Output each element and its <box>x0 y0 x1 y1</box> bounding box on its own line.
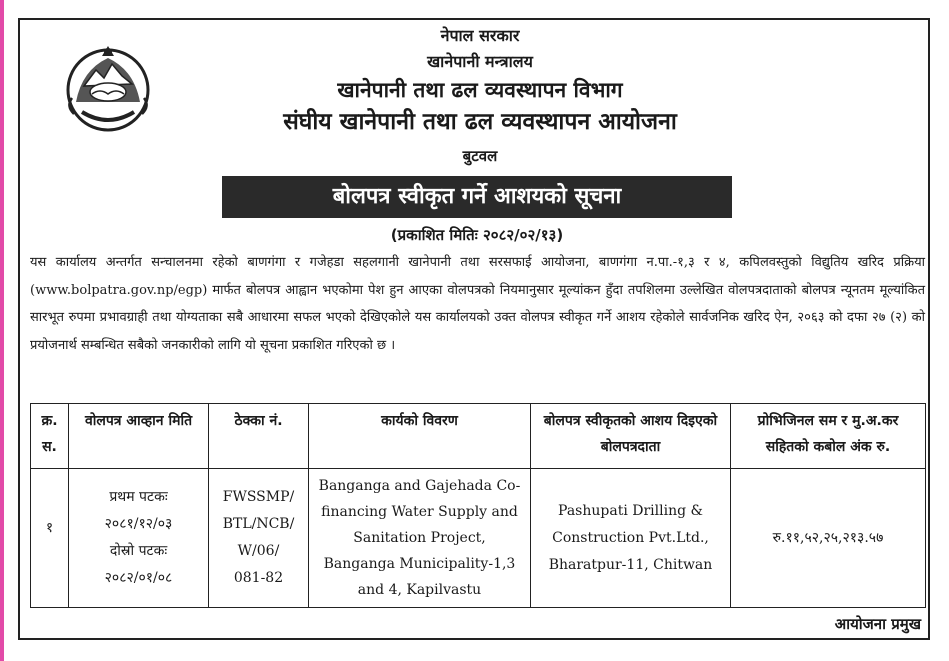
header-line-ministry: खानेपानी मन्त्रालय <box>427 52 533 71</box>
cell-contract-line: FWSSMP/ <box>222 489 295 505</box>
cell-contract-no <box>209 469 309 608</box>
award-table <box>30 403 926 608</box>
cell-date-line-second-label: दोस्रो पटकः <box>109 543 168 559</box>
cell-bidder <box>531 469 731 608</box>
cell-bidder-line: Construction Pvt.Ltd., <box>552 529 709 546</box>
table-row <box>31 469 926 608</box>
header-invite-date: वोलपत्र आव्हान मिति <box>69 404 209 469</box>
cell-bid-amount: रु.११,५२,२५,२१३.५७ <box>731 469 926 608</box>
cell-invite-date <box>69 469 209 608</box>
cell-bidder-line: Bharatpur-11, Chitwan <box>548 556 713 573</box>
notice-body: यस कार्यालय अन्तर्गत सन्चालनमा रहेको बाणगंगा र गजेहडा सहलगानी खानेपानी तथा सरसफाई आयोजना, बाणगंगा न.पा.-१,३ र ४, कपिलवस्तुको विद्युतिय खरिद प्रक्रिया (www.bolpatra.gov.np/egp) मार्फत बोलपत्र आह्वान भएकोमा पेश हुन आएका वोलपत्रको नियमानुसार मूल्यांकन हुँदा तपशिलमा उल्लेखित वोलपत्रदाताको बोलपत्र न्यूनतम मूल्यांकित सारभूत रुपमा प्रभावग्राही तथा योग्यताका सबै आधारमा सफल भएको देखिएकोले यस कार्यालयको उक्त वोलपत्र स्वीकृत गर्ने आशय रहेकोले सार्वजनिक खरिद ऐन, २०६३ को दफा २७ (२) को प्रयोजनार्थ सम्बन्धित सबैको जनकारीको लागि यो सूचना प्रकाशित गरिएको छ । <box>30 255 925 353</box>
header-bidder: बोलपत्र स्वीकृतको आशय दिइएको बोलपत्रदाता <box>531 404 731 469</box>
published-date: (प्रकाशित मितिः २०८२/०२/१३) <box>390 226 564 244</box>
header-line-project: संघीय खानेपानी तथा ढल व्यवस्थापन आयोजना <box>283 109 677 135</box>
cell-work-description: Banganga and Gajehada Co-financing Water Supply and Sanitation Project, Banganga Municipality-1,3 and 4, Kapilvastu <box>309 469 531 608</box>
cell-date-line-first-date: २०८१/१२/०३ <box>104 516 173 532</box>
cell-date-line-first-label: प्रथम पटकः <box>109 489 168 505</box>
header-contract-no: ठेक्का नं. <box>209 404 309 469</box>
signature-project-chief: आयोजना प्रमुख <box>834 615 921 633</box>
header-line-department: खानेपानी तथा ढल व्यवस्थापन विभाग <box>337 78 623 102</box>
header-line-government: नेपाल सरकार <box>440 26 520 45</box>
header-work-description: कार्यको विवरण <box>309 404 531 469</box>
table-header-row <box>31 404 926 469</box>
cell-sn: १ <box>31 469 69 608</box>
cell-contract-line: 081-82 <box>233 570 284 586</box>
nepal-emblem-icon <box>62 40 154 136</box>
cell-bidder-line: Pashupati Drilling & <box>558 502 703 519</box>
header-bid-amount: प्रोभिजिनल सम र मु.अ.कर सहितको कबोल अंक रु. <box>731 404 926 469</box>
cell-contract-line: BTL/NCB/ <box>222 516 295 532</box>
page-edge-accent <box>0 0 4 661</box>
header-sn: क्र. स. <box>31 404 69 469</box>
cell-contract-line: W/06/ <box>237 543 280 559</box>
cell-date-line-second-date: २०८२/०१/०८ <box>104 570 173 586</box>
header-line-location: बुटवल <box>462 147 498 165</box>
notice-title-banner: बोलपत्र स्वीकृत गर्ने आशयको सूचना <box>222 176 732 218</box>
